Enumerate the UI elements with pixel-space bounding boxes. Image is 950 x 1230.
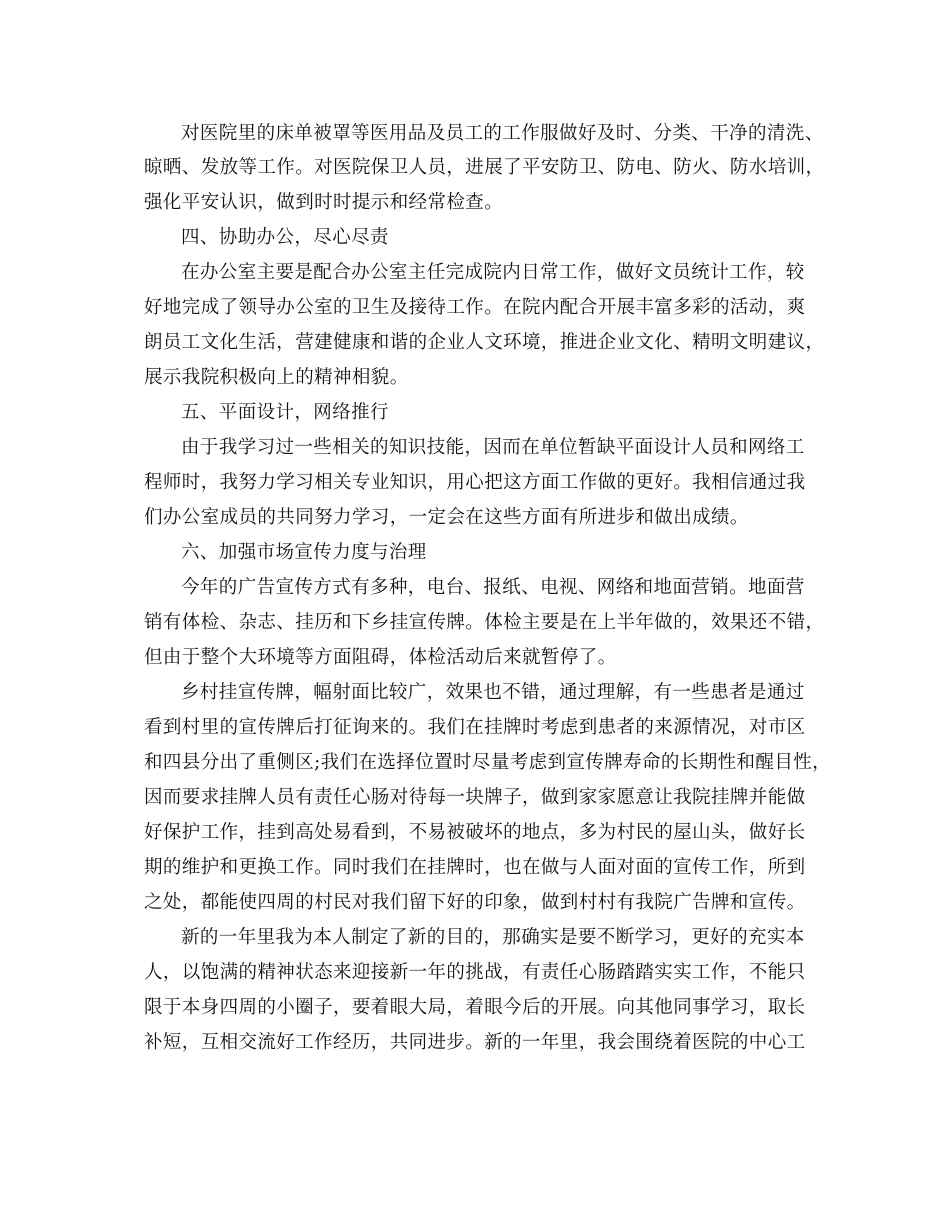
section-heading: 四、协助办公，尽心尽责 <box>181 227 389 248</box>
text-line: 对医院里的床单被罩等医用品及员工的工作服做好及时、分类、干净的清洗、 <box>181 123 824 144</box>
text-line: 晾晒、发放等工作。对医院保卫人员，进展了平安防卫、防电、防火、防水培训， <box>144 157 825 178</box>
text-line: 但由于整个大环境等方面阻碍，体检活动后来就暂停了。 <box>144 647 617 668</box>
text-line: 由于我学习过一些相关的知识技能，因而在单位暂缺平面设计人员和网络工 <box>181 437 805 458</box>
text-line: 今年的广告宣传方式有多种，电台、报纸、电视、网络和地面营销。地面营 <box>181 577 805 598</box>
text-line: 之处，都能使四周的村民对我们留下好的印象，做到村村有我院广告牌和宣传。 <box>144 892 806 913</box>
text-line: 们办公室成员的共同努力学习，一定会在这些方面有所进步和做出成绩。 <box>144 507 749 528</box>
text-line: 好地完成了领导办公室的卫生及接待工作。在院内配合开展丰富多彩的活动，爽 <box>144 297 806 318</box>
section-heading: 六、加强市场宣传力度与治理 <box>181 542 427 563</box>
section-heading: 五、平面设计，网络推行 <box>181 402 389 423</box>
text-line: 在办公室主要是配合办公室主任完成院内日常工作，做好文员统计工作，较 <box>181 262 805 283</box>
text-line: 朗员工文化生活，营建健康和谐的企业人文环境，推进企业文化、精明文明建议， <box>144 332 825 353</box>
text-line: 人，以饱满的精神状态来迎接新一年的挑战，有责任心肠踏踏实实工作，不能只 <box>144 962 806 983</box>
text-line: 看到村里的宣传牌后打征询来的。我们在挂牌时考虑到患者的来源情况，对市区 <box>144 717 806 738</box>
text-line: 限于本身四周的小圈子，要着眼大局，着眼今后的开展。向其他同事学习，取长 <box>144 997 806 1018</box>
text-line: 新的一年里我为本人制定了新的目的，那确实是要不断学习，更好的充实本 <box>181 927 805 948</box>
text-line: 强化平安认识，做到时时提示和经常检查。 <box>144 192 504 213</box>
text-line: 乡村挂宣传牌，幅射面比较广，效果也不错，通过理解，有一些患者是通过 <box>181 682 805 703</box>
text-line: 因而要求挂牌人员有责任心肠对待每一块牌子，做到家家愿意让我院挂牌并能做 <box>144 787 806 808</box>
text-line: 程师时，我努力学习相关专业知识，用心把这方面工作做的更好。我相信通过我 <box>144 472 806 493</box>
text-line: 和四县分出了重侧区;我们在选择位置时尽量考虑到宣传牌寿命的长期性和醒目性， <box>144 752 832 773</box>
text-line: 好保护工作，挂到高处易看到，不易被破坏的地点，多为村民的屋山头，做好长 <box>144 822 806 843</box>
text-line: 补短，互相交流好工作经历，共同进步。新的一年里，我会围绕着医院的中心工 <box>144 1032 806 1053</box>
text-line: 展示我院积极向上的精神相貌。 <box>144 367 409 388</box>
text-line: 期的维护和更换工作。同时我们在挂牌时，也在做与人面对面的宣传工作，所到 <box>144 857 806 878</box>
text-line: 销有体检、杂志、挂历和下乡挂宣传牌。体检主要是在上半年做的，效果还不错， <box>144 612 825 633</box>
